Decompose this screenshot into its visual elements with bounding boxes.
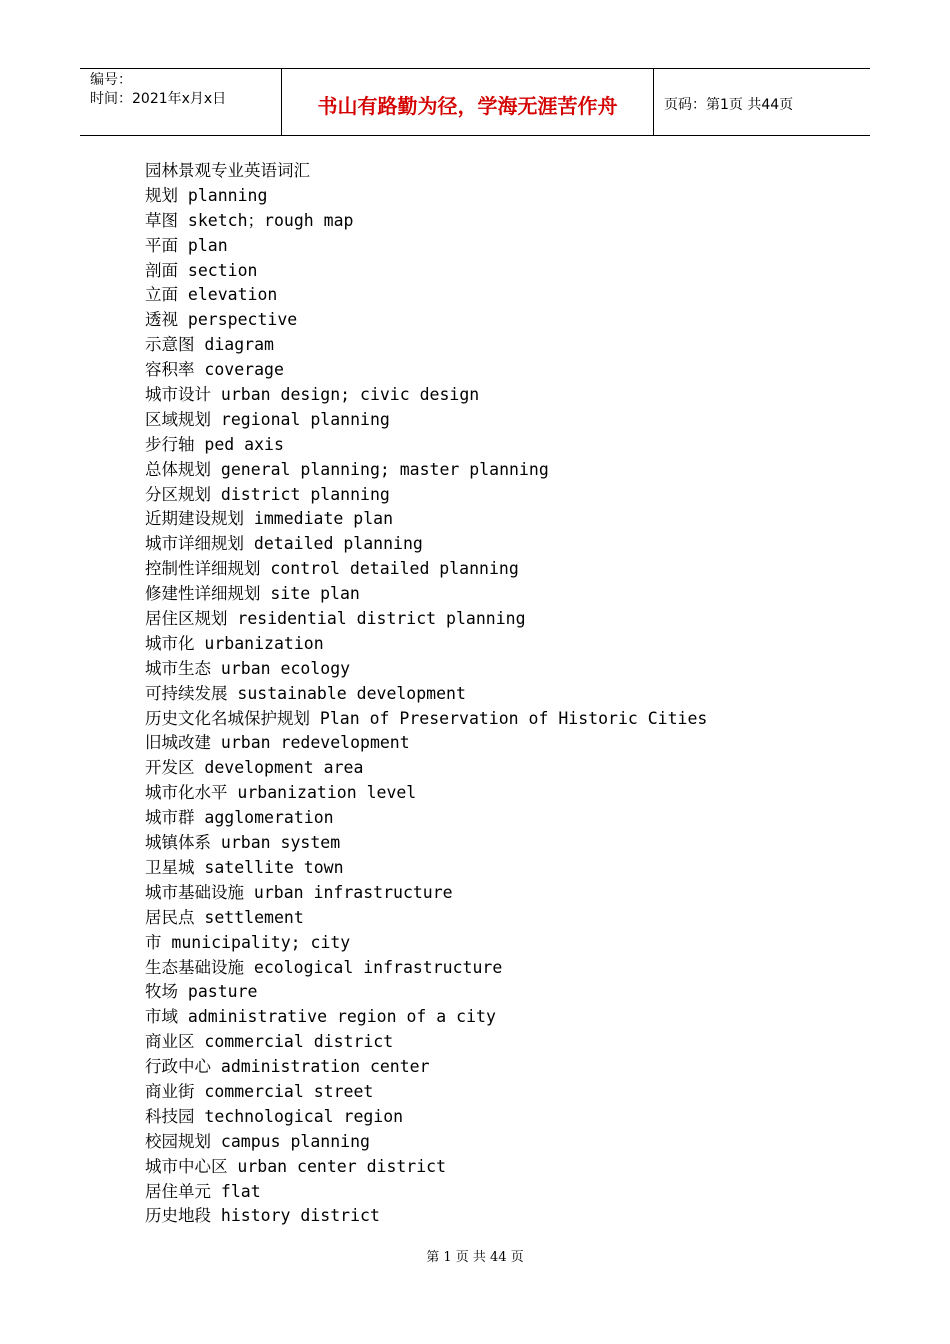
time-label: 时间：2021年x月x日 [90, 91, 227, 107]
glossary-entry: 城市设计 urban design; civic design [145, 385, 480, 405]
glossary-entry: 旧城改建 urban redevelopment [145, 733, 410, 753]
glossary-entry: 规划 planning [145, 185, 268, 205]
glossary-entry: 居住单元 flat [145, 1181, 261, 1201]
glossary-entry: 居民点 settlement [145, 907, 304, 927]
glossary-entry: 修建性详细规划 site plan [145, 584, 360, 604]
glossary-entry: 商业街 commercial street [145, 1081, 374, 1101]
glossary-entry: 步行轴 ped axis [145, 434, 284, 454]
glossary-entry: 草图 sketch；rough map [145, 210, 354, 230]
glossary-entry: 开发区 development area [145, 758, 364, 778]
glossary-entry: 近期建设规划 immediate plan [145, 509, 394, 529]
glossary-entry: 控制性详细规划 control detailed planning [145, 559, 519, 579]
glossary-entry: 总体规划 general planning; master planning [145, 459, 549, 479]
glossary-entry: 城市基础设施 urban infrastructure [145, 882, 453, 902]
document-title: 园林景观专业英语词汇 [145, 161, 310, 180]
glossary-entry: 校园规划 campus planning [145, 1131, 370, 1151]
glossary-entry: 立面 elevation [145, 285, 278, 305]
glossary-entry: 城市化 urbanization [145, 633, 324, 653]
glossary-entry: 牧场 pasture [145, 982, 258, 1002]
glossary-entry: 科技园 technological region [145, 1106, 404, 1126]
document-header [80, 68, 870, 136]
glossary-entry: 市域 administrative region of a city [145, 1007, 496, 1027]
page-footer [0, 1246, 950, 1265]
glossary-entry: 城市化水平 urbanization level [145, 783, 417, 803]
number-label: 编号： [90, 72, 132, 88]
glossary-entry: 卫星城 satellite town [145, 857, 344, 877]
glossary-entry: 区域规划 regional planning [145, 409, 390, 429]
header-motto [282, 69, 654, 135]
glossary-entry: 商业区 commercial district [145, 1032, 394, 1052]
glossary-entry: 容积率 coverage [145, 360, 284, 380]
glossary-entry: 示意图 diagram [145, 335, 274, 355]
glossary-entry: 平面 plan [145, 235, 228, 255]
glossary-entry: 透视 perspective [145, 310, 298, 330]
footer-page-number: 第 1 页 共 44 页 [426, 1250, 524, 1265]
glossary-entry: 分区规划 district planning [145, 484, 390, 504]
glossary-entry: 历史文化名城保护规划 Plan of Preservation of Historic Cities [145, 708, 708, 728]
glossary-entry: 生态基础设施 ecological infrastructure [145, 957, 503, 977]
glossary-entry: 城市详细规划 detailed planning [145, 534, 423, 554]
glossary-entry: 行政中心 administration center [145, 1057, 430, 1077]
glossary-entry: 城镇体系 urban system [145, 833, 341, 853]
glossary-entry: 城市群 agglomeration [145, 808, 334, 828]
header-page-info [654, 69, 870, 135]
page-info-text: 页码：第1页 共44页 [664, 97, 794, 113]
glossary-entry: 历史地段 history district [145, 1206, 380, 1226]
glossary-entry: 城市中心区 urban center district [145, 1156, 447, 1176]
glossary-list [145, 159, 865, 1229]
glossary-entry: 居住区规划 residential district planning [145, 609, 526, 629]
header-meta [80, 69, 282, 135]
glossary-entry: 剖面 section [145, 260, 258, 280]
glossary-entry: 可持续发展 sustainable development [145, 683, 466, 703]
glossary-entry: 城市生态 urban ecology [145, 658, 351, 678]
motto-text: 书山有路勤为径，学海无涯苦作舟 [317, 93, 618, 118]
glossary-entry: 市 municipality; city [145, 932, 351, 952]
